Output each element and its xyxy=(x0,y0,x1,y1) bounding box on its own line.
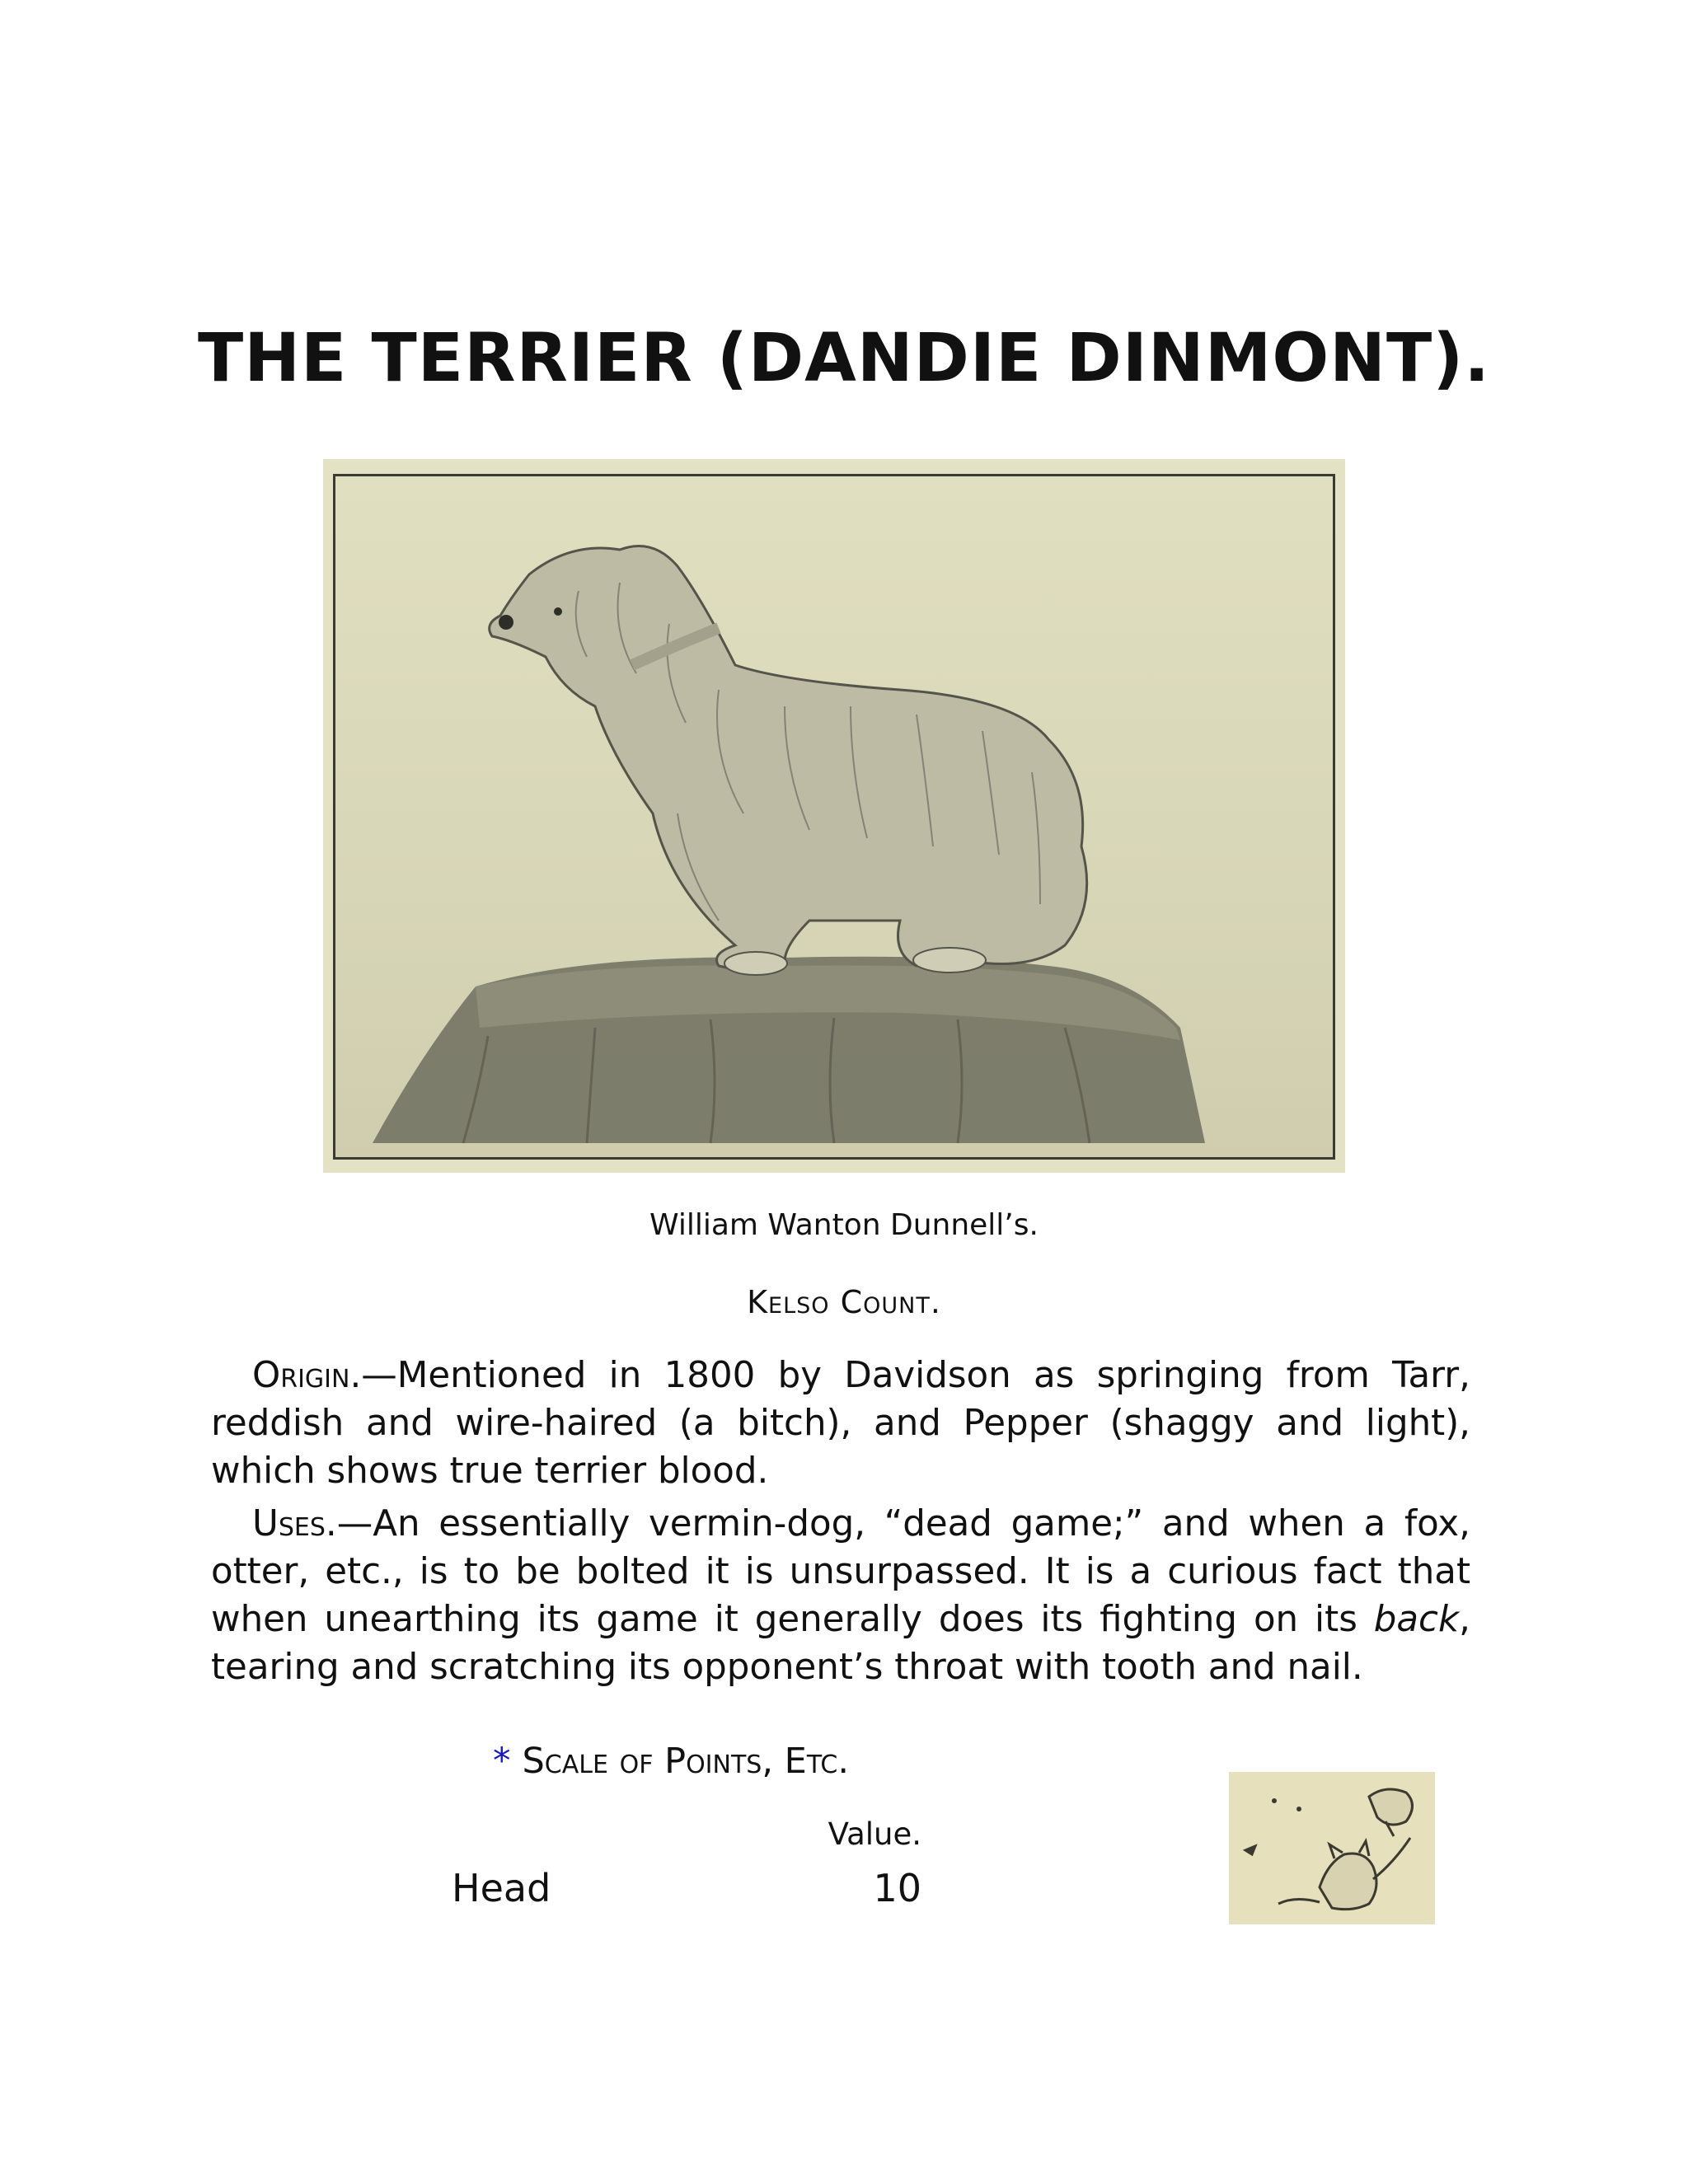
dog-photograph xyxy=(323,459,1345,1173)
vignette-illustration xyxy=(1229,1772,1435,1924)
dog-vignette-sketch xyxy=(1229,1772,1435,1924)
value-column-header: Value. xyxy=(828,1816,921,1852)
page-title: THE TERRIER (DANDIE DINMONT). xyxy=(197,320,1491,397)
uses-emphasis: back xyxy=(1373,1599,1460,1640)
origin-paragraph xyxy=(211,1352,1470,1495)
uses-paragraph xyxy=(211,1500,1470,1691)
photo-dog-name-caption: Kelso Count. xyxy=(747,1284,941,1320)
uses-text-after: , tearing and scratching its opponent’s throat with tooth and nail. xyxy=(211,1599,1470,1688)
scale-row-value: 10 xyxy=(873,1866,921,1910)
uses-lead: Uses. xyxy=(252,1503,337,1544)
origin-text: —Mentioned in 1800 by Davidson as springing from Tarr, reddish and wire-haired (a bitch), and Pepper (shaggy and light), which shows true terrier blood. xyxy=(211,1355,1470,1492)
scale-heading-text: Scale of Points, Etc. xyxy=(522,1741,850,1782)
uses-text-before: —An essentially vermin-dog, “dead game;” and when a fox, otter, etc., is to be bolted it is unsurpassed. It is a curious fact that when unearthing its game it generally does its fighting on its xyxy=(211,1503,1470,1640)
dog-illustration xyxy=(323,459,1345,1173)
footnote-asterisk-link[interactable]: * xyxy=(493,1741,511,1782)
origin-lead: Origin. xyxy=(252,1355,362,1396)
scale-row-label: Head xyxy=(452,1866,551,1910)
scale-heading xyxy=(493,1741,849,1782)
photo-owner-caption: William Wanton Dunnell’s. xyxy=(649,1208,1039,1242)
